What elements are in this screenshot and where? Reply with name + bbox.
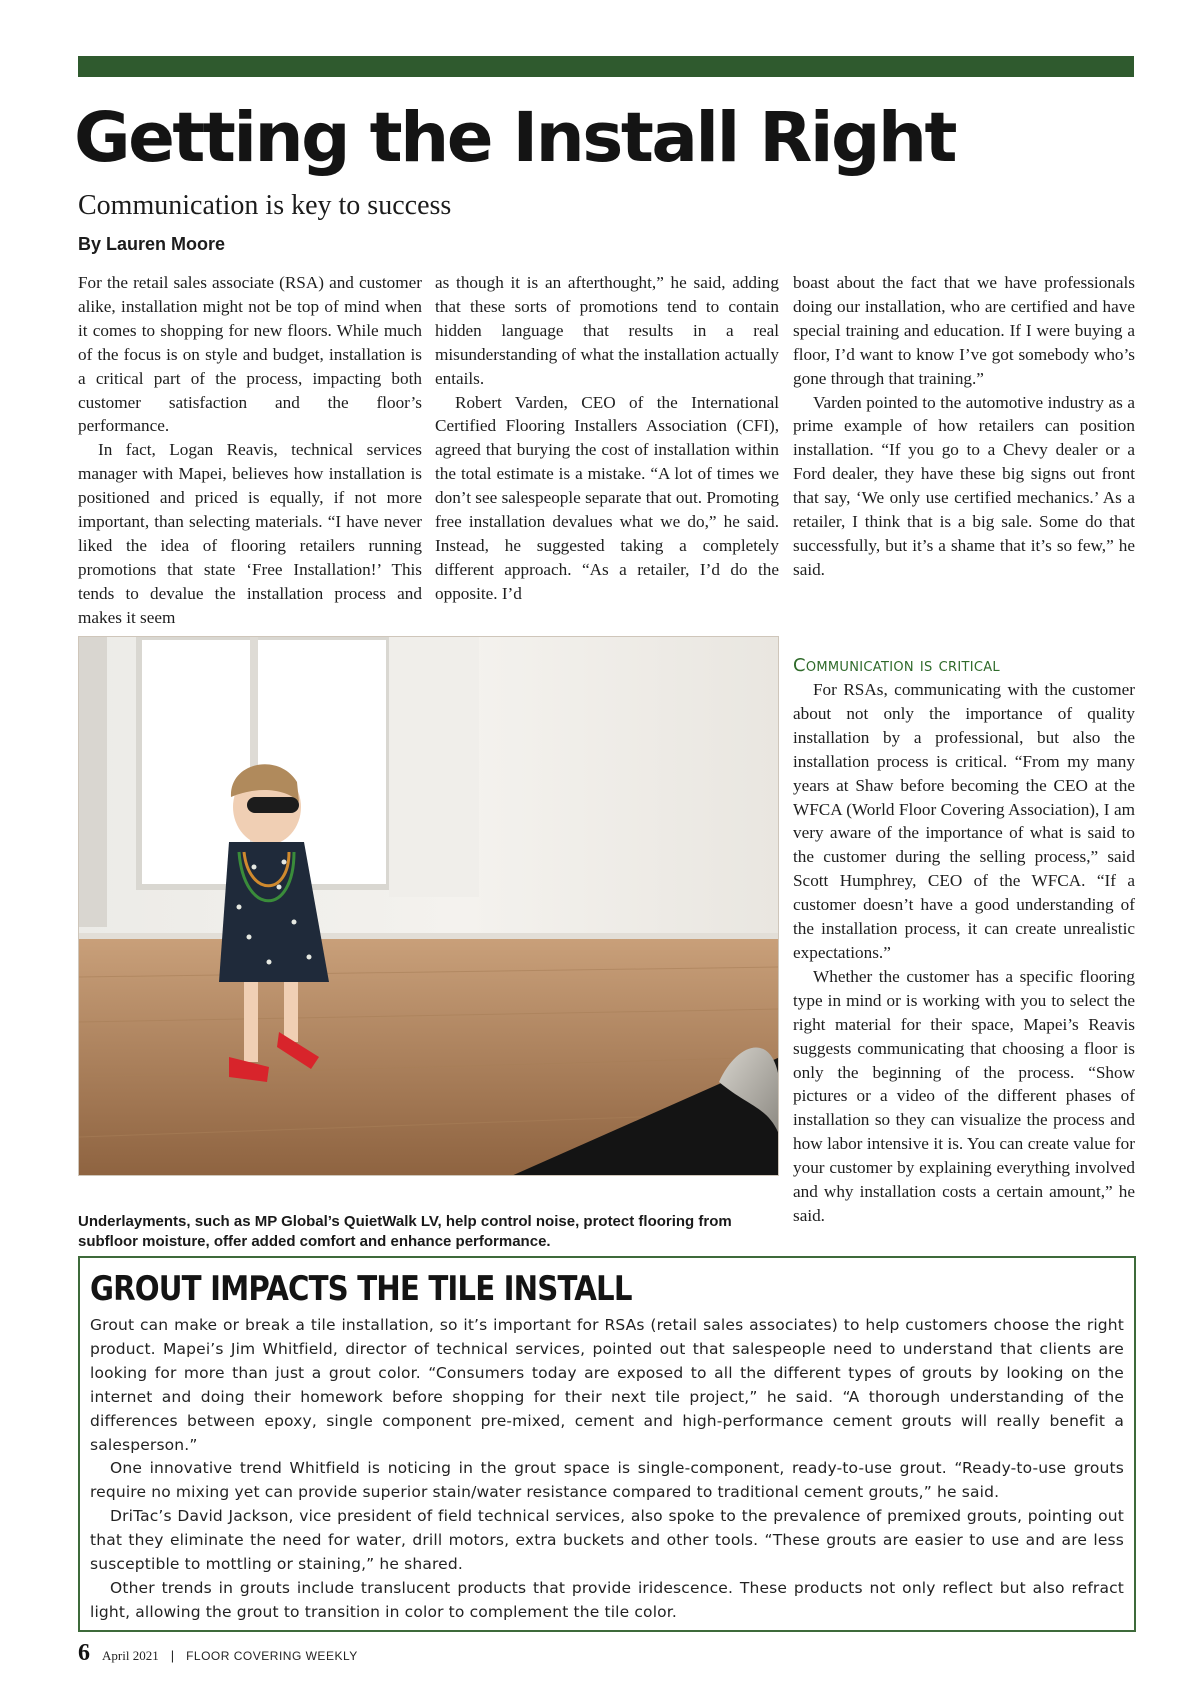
article-column-3-continued [793,654,1135,1228]
sidebar-body [90,1314,1124,1625]
sidebar-box [78,1256,1136,1632]
paragraph: For RSAs, communicating with the customer about not only the importance of quality installation by a professional, but also the installation process is critical. “From my many years at Shaw before becoming the CEO at the WFCA (World Floor Covering Association), I am very aware of the importance of what is said to the customer during the selling process,” said Scott Humphrey, CEO of the WFCA. “If a customer doesn’t have a good understanding of the installation process, it can create unrealistic expectations.” [793,680,1135,962]
paragraph: Robert Varden, CEO of the International Certified Flooring Installers Association (CFI), agreed that burying the cost of installation within the total estimate is a mistake. “A lot of times we don’t see salespeople separate that out. Promoting free installation devalues what we do,” he said. Instead, he suggested taking a completely different approach. “As a retailer, I’d do the opposite. I’d [435,392,779,603]
article-column-3 [793,271,1135,582]
paragraph: In fact, Logan Reavis, technical services manager with Mapei, believes how installation is positioned and priced is equally, if not more important, than selecting materials. “I have never liked the idea of flooring retailers running promotions that state ‘Free Installation!’ This tends to devalue the installation process and makes it seem [78,440,422,627]
article-byline: By Lauren Moore [78,234,226,254]
publication-name: FLOOR COVERING WEEKLY [186,1649,358,1663]
girl-in-sunglasses-illustration [79,637,779,1176]
header-color-bar [78,56,1134,77]
issue-date: April 2021 [102,1648,159,1663]
paragraph: One innovative trend Whitfield is noticing in the grout space is single-component, ready-to-use grout. “Ready-to-use grouts require no mixing yet can provide superior stain/water resistance compared to traditional cement grouts,” he said. [90,1459,1124,1502]
paragraph: Other trends in grouts include translucent products that provide iridescence. These products not only reflect but also refract light, allowing the grout to transition in color to complement the tile color. [90,1578,1124,1621]
paragraph: boast about the fact that we have professionals doing our installation, who are certified and have special training and education. If I were buying a floor, I’d want to know I’ve got somebody who’s gone through that training.” [793,273,1135,388]
page-number: 6 [78,1640,90,1666]
paragraph: For the retail sales associate (RSA) and customer alike, installation might not be top of mind when it comes to shopping for new floors. While much of the focus is on style and budget, installation is a critical part of the process, impacting both customer satisfaction and the floor’s performance. [78,273,422,436]
footer-separator: | [170,1648,175,1663]
page-footer [78,1640,358,1670]
paragraph: Varden pointed to the automotive industry as a prime example of how retailers can position installation. “If you go to a Chevy dealer or a Ford dealer, they have these big signs out front that say, ‘We only use certified mechanics.’ As a retailer, I think that is a big sale. Some do that successfully, but it’s a shame that it’s so few,” he said. [793,392,1135,579]
article-title: Getting the Install Right [74,98,956,178]
paragraph: Whether the customer has a specific flooring type in mind or is working with you to select the right material for their space, Mapei’s Reavis suggests communicating that choosing a floor is only the beginning of the process. “Show pictures or a video of the different phases of installation so they can visualize the process and how labor intensive it is. You can create value for your customer by explaining everything involved and why installation costs a certain amount,” he said. [793,966,1135,1225]
article-subtitle: Communication is key to success [78,190,452,221]
article-column-2 [435,271,779,606]
article-column-1 [78,271,422,630]
photo-caption: Underlayments, such as MP Global’s QuietWalk LV, help control noise, protect flooring from subfloor moisture, offer added comfort and enhance performance. [78,1213,732,1250]
section-heading: Communication is critical [793,655,1000,676]
paragraph: Grout can make or break a tile installation, so it’s important for RSAs (retail sales associates) to help customers choose the right product. Mapei’s Jim Whitfield, director of technical services, pointed out that salespeople need to understand that clients are looking for more than just a grout color. “Consumers today are exposed to all the different types of grouts by looking on the internet and doing their homework before shopping for their next tile project,” he said. “A thorough understanding of the differences between epoxy, single component pre-mixed, cement and high-performance cement grouts will really benefit a salesperson.” [90,1316,1124,1454]
article-photo [78,636,779,1176]
paragraph: DriTac’s David Jackson, vice president of field technical services, also spoke to the prevalence of premixed grouts, pointing out that they eliminate the need for water, drill motors, extra buckets and other tools. “These grouts are easier to use and are less susceptible to mottling or staining,” he shared. [90,1507,1124,1574]
sidebar-title: GROUT IMPACTS THE TILE INSTALL [90,1269,632,1309]
paragraph: as though it is an afterthought,” he said, adding that these sorts of promotions tend to contain hidden language that results in a real misunderstanding of what the installation actually entails. [435,273,779,388]
